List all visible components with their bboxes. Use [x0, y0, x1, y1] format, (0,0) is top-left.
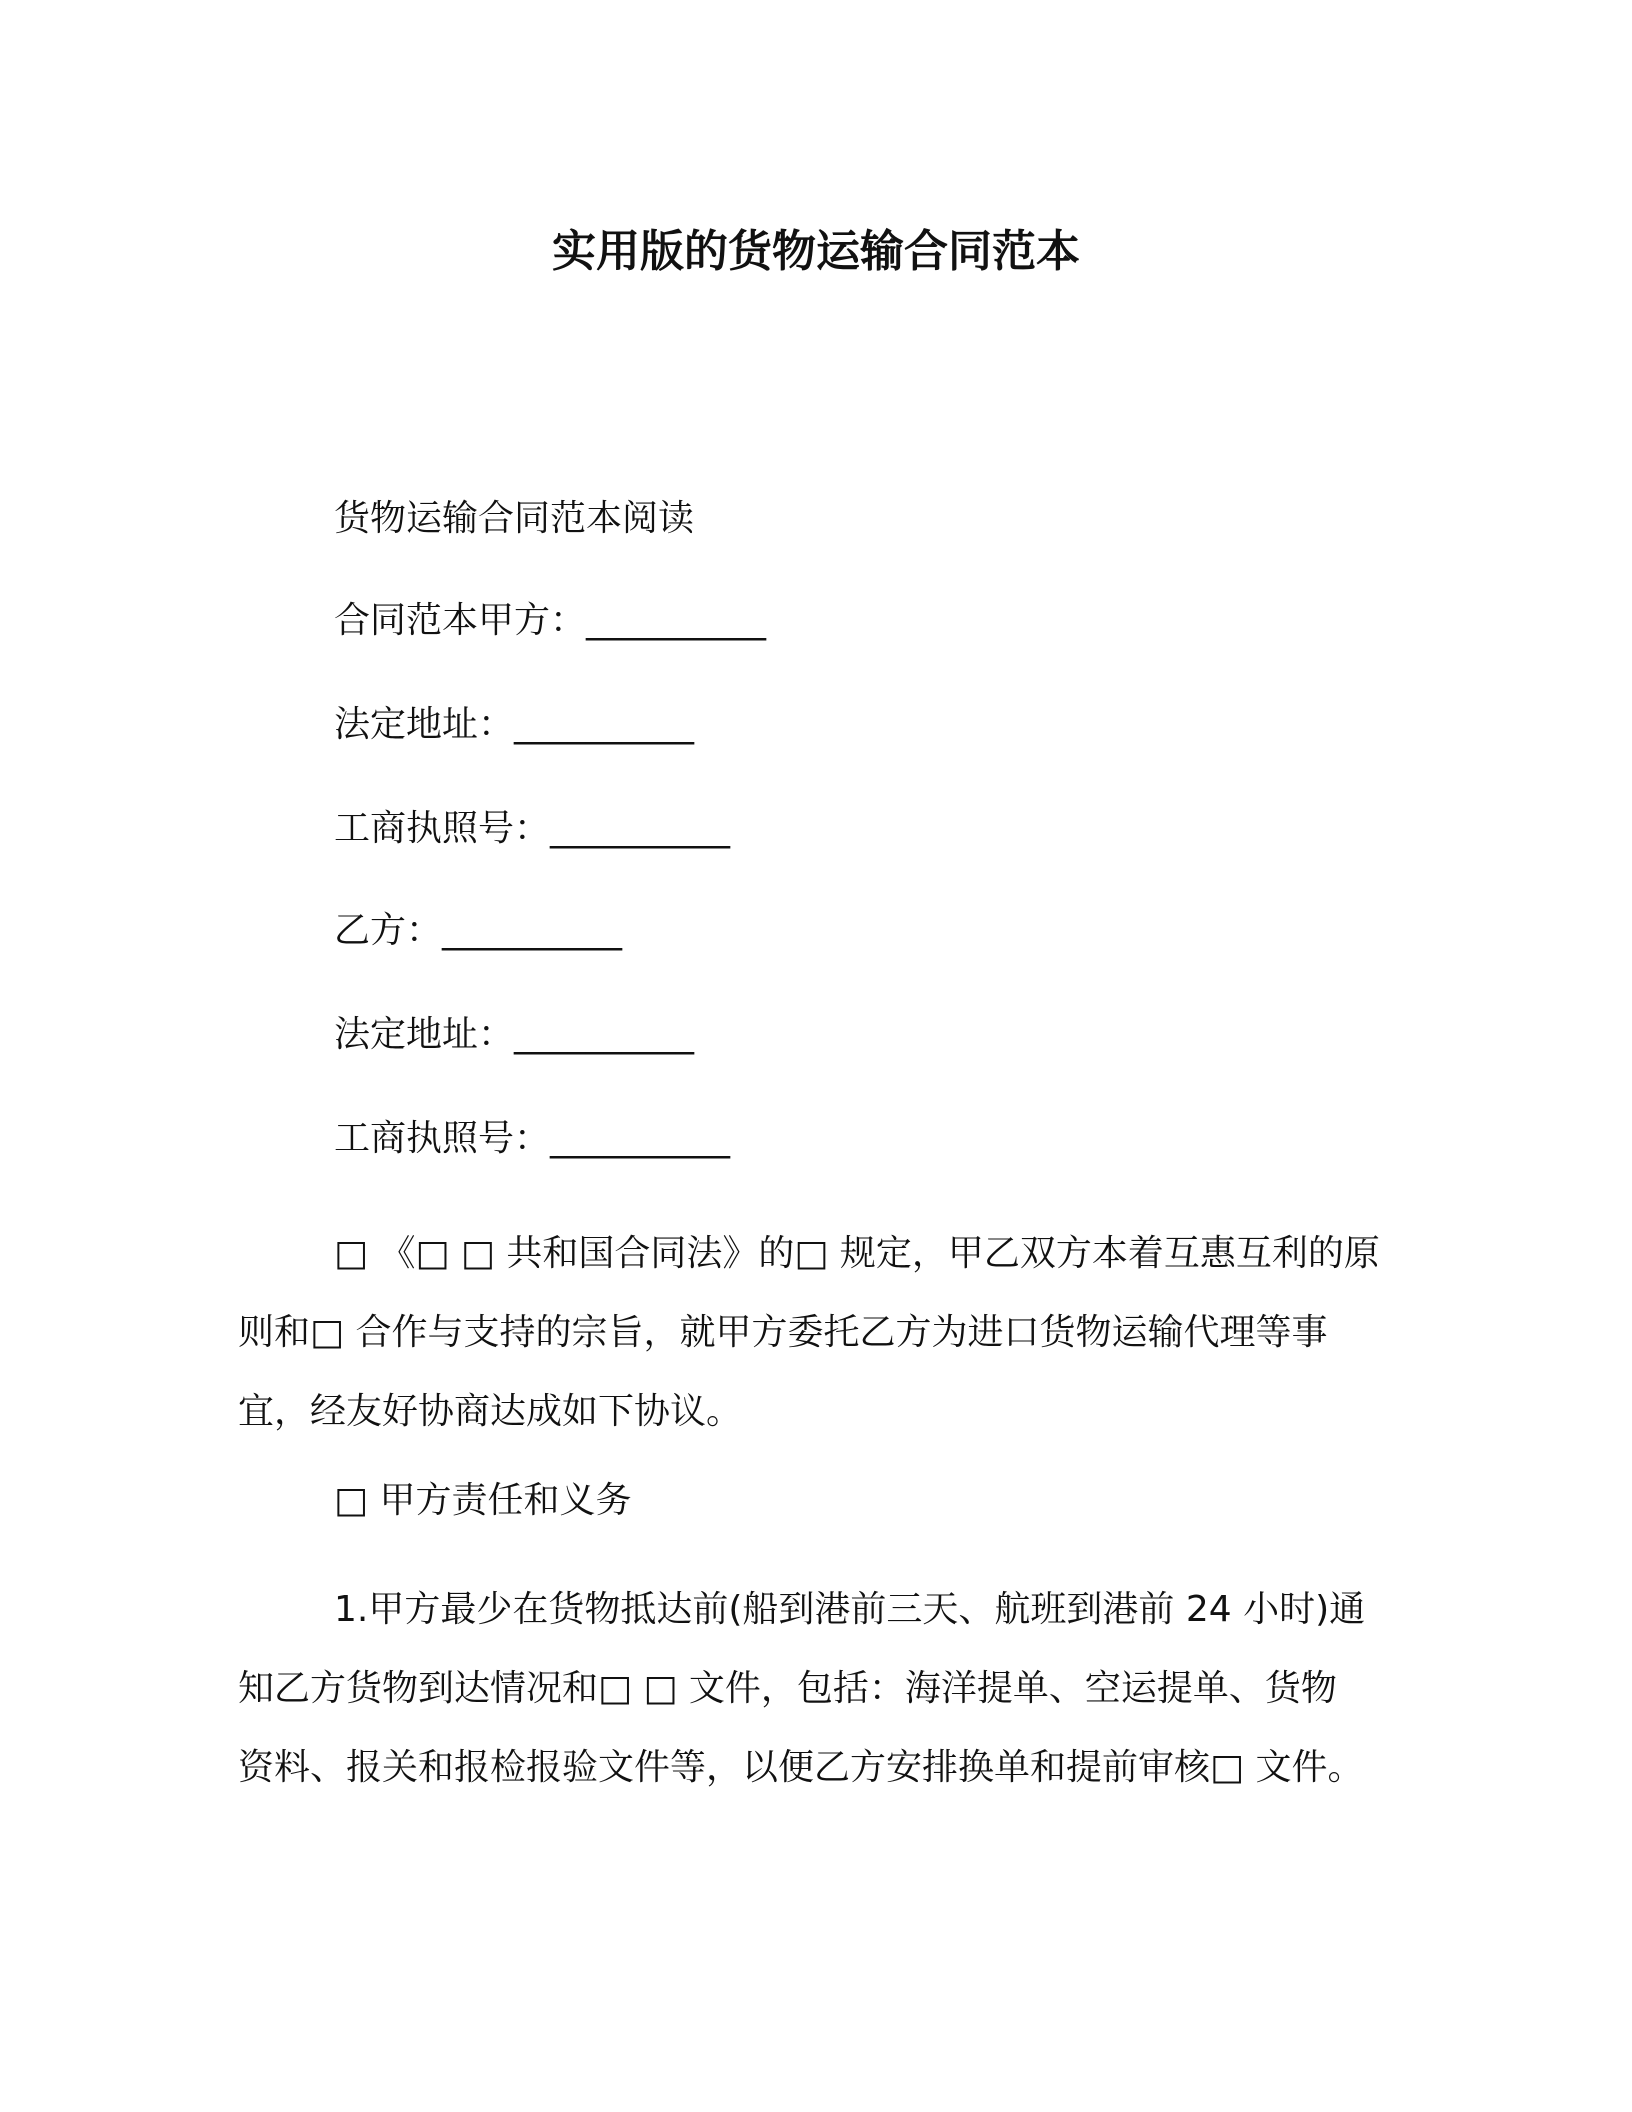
intro-line: 则和□ 合作与支持的宗旨，就甲方委托乙方为进口货物运输代理等事: [238, 1312, 1328, 1353]
clause-line: 1.甲方最少在货物抵达前(船到港前三天、航班到港前 24 小时)通: [334, 1589, 1366, 1630]
party-a-license-field: 工商执照号：__________: [334, 808, 731, 849]
document-title: 实用版的货物运输合同范本: [552, 226, 1080, 277]
party-b-license-field: 工商执照号：__________: [334, 1118, 731, 1159]
party-a-field: 合同范本甲方：__________: [334, 600, 767, 641]
clause-1-paragraph: [238, 1570, 1398, 1807]
party-b-address-field: 法定地址：__________: [334, 1014, 695, 1055]
party-a-address-field: 法定地址：__________: [334, 704, 695, 745]
party-b-field: 乙方：__________: [334, 910, 623, 951]
subtitle: 货物运输合同范本阅读: [334, 498, 695, 539]
section-heading: □ 甲方责任和义务: [334, 1480, 632, 1521]
clause-line: 知乙方货物到达情况和□ □ 文件，包括：海洋提单、空运提单、货物: [238, 1668, 1337, 1709]
intro-line: 宜，经友好协商达成如下协议。: [238, 1391, 743, 1432]
intro-line: □ 《□ □ 共和国合同法》的□ 规定，甲乙双方本着互惠互利的原: [334, 1233, 1380, 1274]
clause-line: 资料、报关和报检报验文件等，以便乙方安排换单和提前审核□ 文件。: [238, 1747, 1364, 1788]
intro-paragraph: [238, 1214, 1398, 1451]
